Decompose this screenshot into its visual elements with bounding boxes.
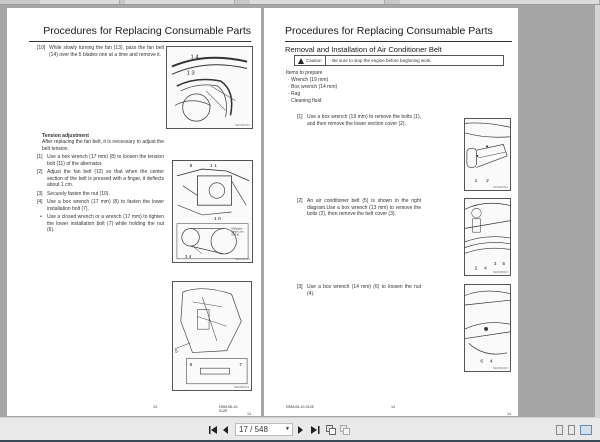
toolbar-segment [400, 0, 600, 4]
doc-code: NSM-06-10-012E [286, 405, 314, 409]
page-title: Procedures for Replacing Consumable Parts [285, 25, 493, 37]
svg-text:4: 4 [489, 359, 493, 365]
svg-text:5: 5 [502, 261, 505, 267]
vertical-scrollbar[interactable] [595, 5, 600, 417]
warning-icon [298, 58, 304, 64]
previous-page-button[interactable] [222, 425, 230, 435]
installation-bolt-illustration [173, 282, 251, 390]
tension-bullet: • Use a closed wrench or a wrench (17 mm) to tighten the lower installation bolt (7) while holding the nut (6). [40, 214, 164, 234]
alternator-illustration [173, 161, 252, 262]
page-number-input[interactable]: 17 / 548 ▼ [235, 423, 293, 436]
figure-loosen-nut: 6 4 NE0036/07 [464, 284, 511, 372]
svg-text:1 0: 1 0 [213, 216, 221, 222]
page-number-center: 13 [153, 405, 157, 409]
step-2: [2] An air conditioner belt (5) is shown in the right diagram.Use a box wrench (13 mm) to remove the bolts (2), then remove the belt cover (3). [297, 198, 421, 218]
tension-intro: After replacing the fan belt, it is necessary to adjust the belt tension. [42, 139, 164, 152]
item-cleaning-fluid: · Cleaning fluid [288, 98, 322, 104]
svg-text:about 1 cm: about 1 cm [231, 230, 244, 234]
svg-text:4: 4 [484, 266, 487, 272]
step-3: [3] Use a box wrench (14 mm) (6) to loosen the nut (4). [297, 284, 421, 297]
svg-text:3: 3 [493, 261, 497, 267]
last-page-button[interactable] [310, 425, 320, 435]
chevron-down-icon[interactable]: ▼ [285, 426, 290, 432]
pages-icon [340, 425, 350, 435]
svg-text:2: 2 [486, 178, 489, 184]
svg-text:1: 1 [474, 178, 478, 184]
continuous-view-icon[interactable] [568, 425, 575, 435]
tension-step-1: [1] Use a box wrench (17 mm) (8) to loosen the tension bolt (11) of the alternator. [37, 154, 164, 167]
svg-text:6: 6 [189, 363, 193, 369]
first-page-button[interactable] [208, 425, 218, 435]
page-number-center: 14 [391, 405, 395, 409]
svg-text:(0.4 in): (0.4 in) [231, 233, 240, 237]
toolbar-segment [40, 0, 120, 4]
svg-text:7: 7 [239, 363, 243, 369]
svg-text:2: 2 [474, 266, 478, 272]
figure-fan-belt: 1 4 1 3 NE0034/01 [166, 46, 253, 129]
previous-page-icon [223, 426, 229, 434]
tension-step-4: [4] Use a box wrench (17 mm) (8) to fasten the lower installation bolt (7). [37, 199, 164, 212]
figure-installation-bolt: 5 6 7 NE0036/01 [172, 281, 252, 391]
item-rag: · Rag [288, 91, 301, 97]
doc-code: NSM-06-10-012E [219, 405, 239, 413]
title-rule [285, 41, 512, 42]
svg-text:1 4: 1 4 [184, 254, 192, 260]
title-rule [29, 41, 251, 42]
svg-text:1 3: 1 3 [186, 70, 195, 77]
svg-text:5: 5 [174, 349, 178, 355]
next-page-icon [298, 426, 304, 434]
first-page-icon [209, 426, 218, 434]
single-page-view-icon[interactable] [556, 425, 563, 435]
svg-text:1 4: 1 4 [190, 54, 199, 61]
viewer-toolbar [0, 417, 600, 442]
step-1: [1] Use a box wrench (19 mm) to remove the bolts (1), and then remove the lower section cover (2). [297, 114, 421, 127]
engine-fan-illustration [167, 47, 252, 128]
page-number-right: 13 [247, 412, 251, 416]
item-wrench: · Wrench (19 mm) [288, 77, 329, 83]
next-page-button[interactable] [297, 425, 305, 435]
last-page-icon [311, 426, 320, 434]
page-13 [7, 8, 261, 416]
tension-step-3: [3] Securely fasten the nut (10). [37, 191, 110, 197]
rotate-page-button[interactable] [340, 425, 350, 435]
page-14 [264, 8, 518, 416]
document-viewport[interactable] [0, 5, 600, 417]
toolbar-segment [250, 0, 385, 4]
page-title: Procedures for Replacing Consumable Parts [43, 25, 251, 37]
step-10: [10] While slowly turning the fan (13), pass the fan belt (14) over the 5 blades one at a time and remove it. [37, 45, 164, 58]
svg-text:8: 8 [189, 164, 193, 170]
copy-page-button[interactable] [326, 425, 336, 435]
items-heading: Items to prepare [286, 70, 323, 76]
svg-text:6: 6 [480, 359, 483, 365]
figure-lower-cover: 1 2 NF0034/01 [464, 118, 511, 191]
figure-belt-cover: 2 4 3 5 NE0035/07 [464, 198, 511, 276]
page-number-right: 14 [507, 412, 511, 416]
figure-tension: 8 1 1 1 0 1 4 Deflection about 1 cm (0.4 in) NE0035/01 [172, 160, 253, 263]
lower-cover-illustration [465, 119, 510, 190]
two-page-view-icon[interactable] [580, 425, 592, 435]
svg-text:1 1: 1 1 [210, 164, 217, 170]
svg-text:Deflection: Deflection [231, 227, 243, 231]
section-heading: Removal and Installation of Air Conditioner Belt [285, 45, 442, 54]
caution-box: Caution · Be sure to stop the engine before beginning work. [294, 55, 504, 66]
belt-cover-illustration [465, 199, 510, 275]
item-box-wrench: · Box wrench (14 mm) [288, 84, 338, 90]
copy-icon [326, 425, 336, 435]
tension-heading: Tension adjustment [42, 133, 89, 139]
toolbar-segment [125, 0, 235, 4]
loosen-nut-illustration [465, 285, 510, 371]
tension-step-2: [2] Adjust the fan belt (12) so that when the center section of the belt is pressed with a finger, it deflects about 1 cm. [37, 169, 164, 189]
